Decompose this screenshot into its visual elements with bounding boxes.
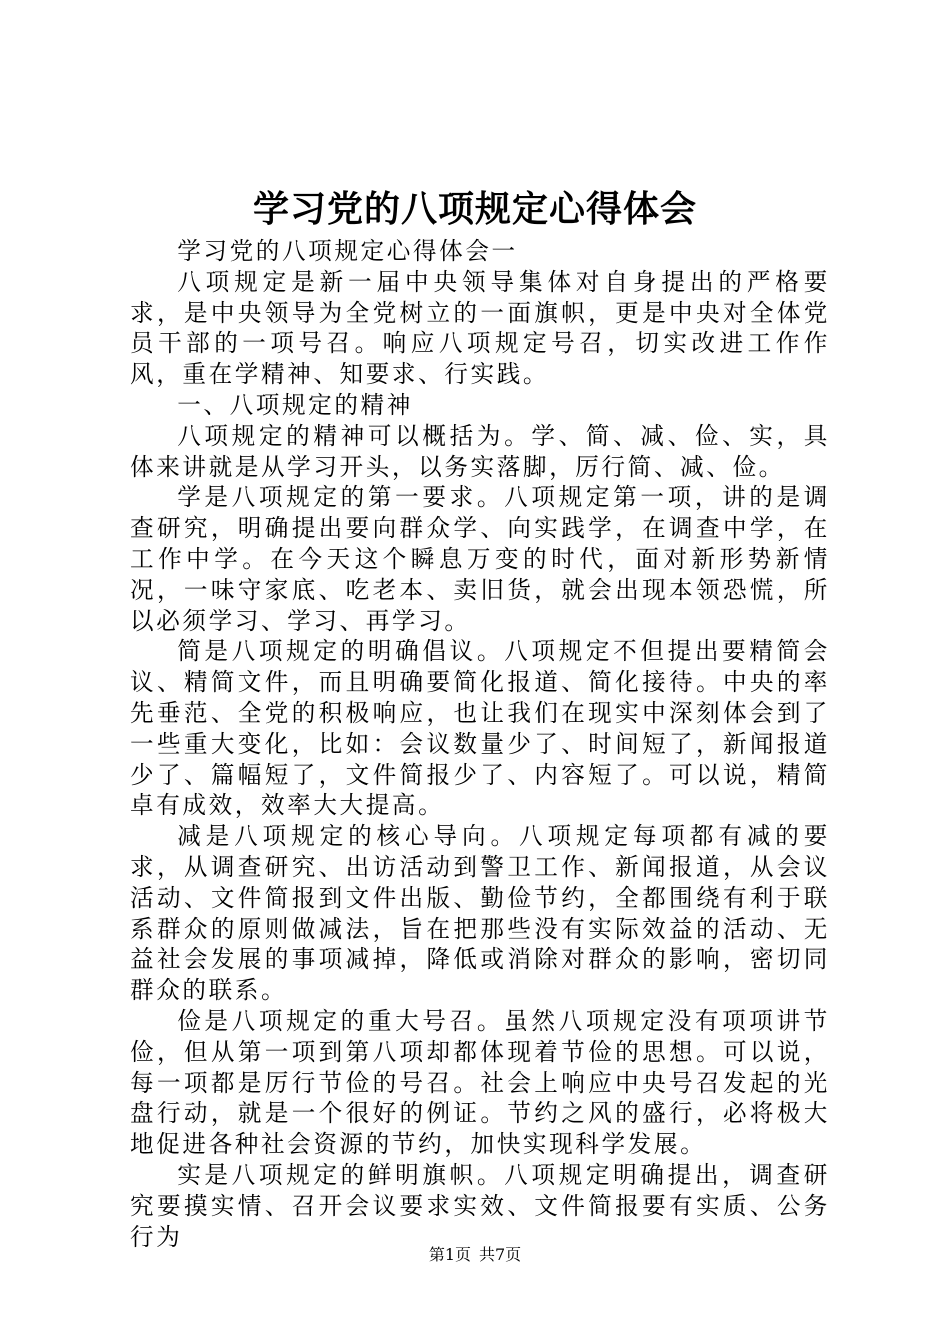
paragraph: 学是八项规定的第一要求。八项规定第一项，讲的是调查研究，明确提出要向群众学、向实践学，在调查中学，在工作中学。在今天这个瞬息万变的时代，面对新形势新情况，一味守家底、吃老本、卖旧货，就会出现本领恐慌，所以必须学习、学习、再学习。 [130, 483, 830, 635]
page-number: 第1页 [428, 1245, 471, 1264]
paragraph: 八项规定的精神可以概括为。学、简、减、俭、实，具体来讲就是从学习开头，以务实落脚，厉行简、减、俭。 [130, 421, 830, 481]
paragraph-subtitle: 学习党的八项规定心得体会一 [177, 237, 518, 265]
document-title: 学习党的八项规定心得体会 [252, 188, 697, 230]
page-footer [0, 1244, 950, 1266]
section-heading: 一、八项规定的精神 [177, 390, 413, 419]
paragraph: 简是八项规定的明确倡议。八项规定不但提出要精简会议、精简文件，而且明确要简化报道、简化接待。中央的率先垂范、全党的积极响应，也让我们在现实中深刻体会到了一些重大变化，比如：会议数量少了、时间短了，新闻报道少了、篇幅短了，文件简报少了、内容短了。可以说，精简卓有成效，效率大大提高。 [130, 637, 830, 820]
document-body [130, 236, 830, 1252]
page-total: 共7页 [479, 1245, 522, 1264]
paragraph: 八项规定是新一届中央领导集体对自身提出的严格要求，是中央领导为全党树立的一面旗帜，更是中央对全体党员干部的一项号召。响应八项规定号召，切实改进工作作风，重在学精神、知要求、行实践。 [130, 267, 830, 389]
paragraph: 实是八项规定的鲜明旗帜。八项规定明确提出，调查研究要摸实情、召开会议要求实效、文件简报要有实质、公务行为 [130, 1160, 830, 1251]
paragraph: 减是八项规定的核心导向。八项规定每项都有减的要求，从调查研究、出访活动到警卫工作、新闻报道，从会议活动、文件简报到文件出版、勤俭节约，全都围绕有利于联系群众的原则做减法，旨在把那些没有实际效益的活动、无益社会发展的事项减掉，降低或消除对群众的影响，密切同群众的联系。 [130, 822, 830, 1005]
paragraph: 俭是八项规定的重大号召。虽然八项规定没有项项讲节俭，但从第一项到第八项却都体现着节俭的思想。可以说，每一项都是厉行节俭的号召。社会上响应中央号召发起的光盘行动，就是一个很好的例证。节约之风的盛行，必将极大地促进各种社会资源的节约，加快实现科学发展。 [130, 1006, 830, 1159]
